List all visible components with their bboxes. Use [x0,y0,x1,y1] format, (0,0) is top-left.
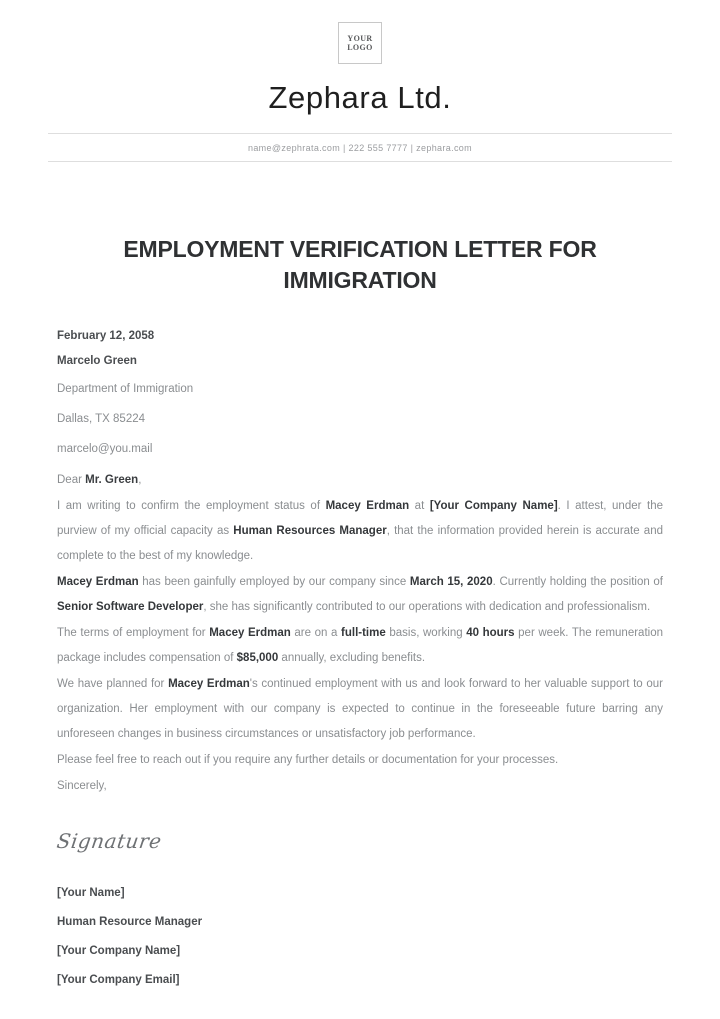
signoff-email: [Your Company Email] [57,974,180,986]
company-name: Zephara Ltd. [268,80,452,115]
logo-line-1: YOUR [347,33,373,43]
p2-bold-position: Senior Software Developer [57,601,204,613]
p1-bold-employee: Macey Erdman [325,500,410,512]
p3-text-5: annually, excluding benefits. [278,652,426,664]
salutation [57,467,663,494]
paragraph-1 [57,494,663,569]
salutation-suffix: , [138,474,142,486]
p2-text-1: has been gainfully employed by our company since [138,576,410,588]
p3-bold-hours: 40 hours [466,627,515,639]
p5-text-1: Please feel free to reach out if you require any further details or documentation for your processes. [57,754,559,766]
p1-text-4: , that the information provided herein is accurate and complete to the best of my knowledge. [57,525,663,562]
p2-text-2: . Currently holding the position of [492,576,663,588]
p4-bold-employee: Macey Erdman [168,678,250,690]
p3-bold-salary: $85,000 [236,652,279,664]
signature-image: Signature [55,829,164,853]
logo-placeholder [338,22,382,64]
letter-date: February 12, 2058 [57,330,155,342]
p3-text-4: per week. The remuneration package includes compensation of [57,627,663,664]
p3-text-3: basis, working [385,627,467,639]
paragraph-4 [57,672,663,747]
recipient-name: Marcelo Green [57,355,137,367]
recipient-address: Dallas, TX 85224 [57,413,146,425]
p1-text-1: I am writing to confirm the employment status of [57,500,326,512]
p1-text-2: at [409,500,430,512]
signoff-company: [Your Company Name] [57,945,181,957]
salutation-prefix: Dear [57,474,86,486]
signoff-title: Human Resource Manager [57,916,203,928]
signoff-block [57,879,663,995]
contact-line: name@zephrata.com | 222 555 7777 | zephara.com [247,143,473,153]
header-divider-bottom [48,161,672,162]
p1-bold-company: [Your Company Name] [429,500,558,512]
p3-text-2: are on a [290,627,342,639]
p3-bold-employee: Macey Erdman [209,627,291,639]
salutation-name: Mr. Green [85,474,139,486]
letter-title: EMPLOYMENT VERIFICATION LETTER FOR IMMIGRATION [123,236,597,293]
letterhead [0,0,720,162]
paragraph-5 [57,748,663,773]
recipient-department: Department of Immigration [57,383,194,395]
recipient-email: marcelo@you.mail [57,443,153,455]
paragraph-2 [57,570,663,620]
p3-bold-employment-type: full-time [341,627,386,639]
letter-meta-block [57,324,663,464]
closing-line: Sincerely, [57,780,107,792]
signoff-name: [Your Name] [57,887,125,899]
p2-bold-employee: Macey Erdman [57,576,139,588]
p2-text-3: , she has significantly contributed to our operations with dedication and professionalism. [203,601,651,613]
paragraph-3 [57,621,663,671]
p4-text-1: We have planned for [57,678,169,690]
p1-bold-role: Human Resources Manager [233,525,387,537]
signature-wrapper [57,799,663,853]
letter-body [0,234,720,995]
p1-text-3: . I attest, under the purview of my official capacity as [57,500,663,537]
p3-text-1: The terms of employment for [57,627,210,639]
p2-bold-start-date: March 15, 2020 [409,576,493,588]
p4-text-2: 's continued employment with us and look forward to her valuable support to our organization. Her employment with our company is expected to continue in the foreseeable future barring any unforeseen changes in business circumstances or unsatisfactory job performance. [57,678,663,740]
logo-line-2: LOGO [347,43,373,52]
